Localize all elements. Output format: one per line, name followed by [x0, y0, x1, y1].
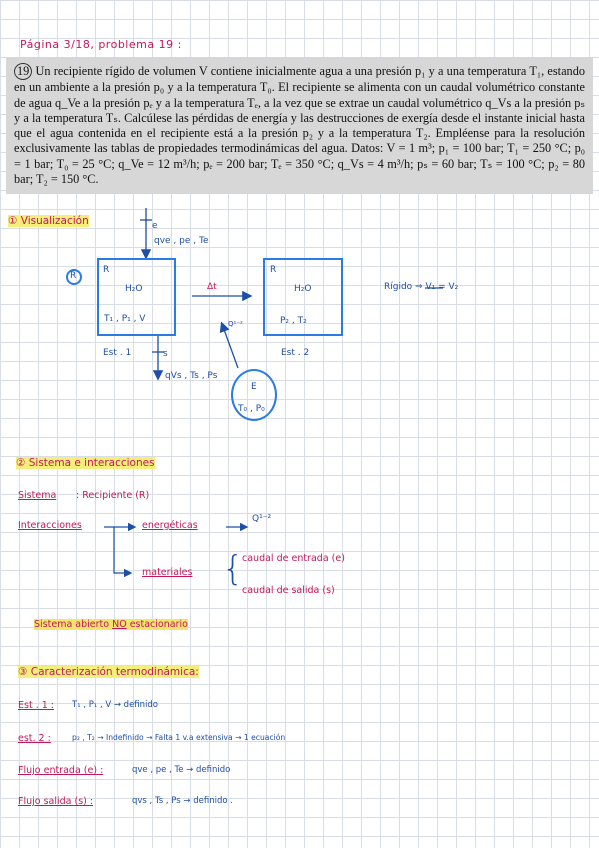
state1-corner-label: R: [103, 265, 110, 275]
char-row-2-value: p₂ , T₂ → Indefinido → Falta 1 v.a extensiva → 1 ecuación: [72, 733, 286, 742]
state2-properties: P₂ , T₂: [280, 316, 307, 326]
char-row-4-key: Flujo salida (s) :: [18, 796, 94, 807]
state2-corner-label: R: [270, 265, 277, 275]
system-value: : Recipiente (R): [76, 490, 150, 501]
problem-text: Un recipiente rígido de volumen V contiene inicialmente agua a una presión p₁ y a una temperatura T₁, estando en un ambiente a la presión p₀ y a la temperatura T₀. El recipiente se alimenta con un caudal volumétrico constante de agua q_Ve a la presión pₑ y a la temperatura Tₑ, a la vez que se extrae un caudal volumétrico q_Vs a la presión pₛ y a la temperatura Tₛ. Calcúlese las pérdidas de energía y las destrucciones de exergía desde el instante inicial hasta que el agua contenida en el recipiente está a la presión p₂ y a la temperatura T₂. Empléense para la resolución exclusivamente las tablas de propiedades termodinámicas del agua. Datos: V = 1 m³; p₁ = 100 bar; T₁ = 250 °C; p₀ = 1 bar; T₀ = 25 °C; q_Ve = 12 m³/h; pₑ = 200 bar; Tₑ = 350 °C; q_Vs = 4 m³/h; pₛ = 60 bar; Tₛ = 100 °C; p₂ = 80 bar; T₂ = 150 °C.: [14, 64, 585, 187]
environment-properties: T₀ , P₀: [238, 404, 265, 414]
outlet-label: s: [163, 349, 168, 359]
char-row-1-key: Est . 1 :: [18, 700, 55, 711]
flow-out-item: caudal de salida (s): [242, 585, 335, 596]
environment-label: E: [251, 382, 257, 392]
char-row-3-key: Flujo entrada (e) :: [18, 765, 104, 776]
system-key: Sistema: [18, 490, 57, 501]
char-row-2-key: est. 2 :: [18, 733, 51, 744]
state2-caption: Est . 2: [281, 348, 310, 358]
material-brace: {: [222, 549, 244, 589]
flow-in-item: caudal de entrada (e): [242, 553, 345, 564]
inlet-label: e: [152, 221, 158, 231]
interactions-key: Interacciones: [18, 520, 82, 531]
outlet-variables: qVs , Ts , Ps: [165, 371, 218, 381]
system-conclusion: [34, 619, 188, 630]
problem-number: 19: [14, 63, 32, 80]
section1-title: ① Visualización: [8, 215, 89, 227]
heat-arrow: [222, 324, 238, 368]
system-r-label: R: [70, 271, 77, 281]
state1-properties: T₁ , P₁ , V: [104, 314, 146, 324]
char-row-3-value: qve , pe , Te → definido: [132, 765, 231, 775]
state2-fluid: H₂O: [294, 284, 312, 294]
page-header: Página 3/18, problema 19 :: [20, 38, 182, 51]
heat-label: Q¹⁻²: [228, 320, 243, 328]
conclusion-emphasis: NO: [112, 619, 127, 630]
inlet-variables: qve , pe , Te: [154, 236, 209, 246]
delta-t-label: Δt: [207, 282, 217, 292]
conclusion-part-a: Sistema abierto: [34, 619, 113, 630]
char-row-1-value: T₁ , P₁ , V → definido: [72, 700, 159, 710]
state1-fluid: H₂O: [125, 284, 143, 294]
char-row-4-value: qvs , Ts , Ps → definido .: [132, 796, 233, 806]
rigid-note: Rígido ⇒ V₁ = V₂: [384, 282, 459, 292]
problem-statement: [6, 57, 593, 194]
conclusion-part-c: estacionario: [126, 619, 188, 630]
material-key: materiales: [142, 567, 193, 578]
energy-value: Q¹⁻²: [252, 514, 272, 524]
state1-caption: Est . 1: [103, 348, 132, 358]
section2-title: ② Sistema e interacciones: [16, 457, 155, 469]
energy-key: energéticas: [142, 520, 198, 531]
section3-title: ③ Caracterización termodinámica:: [18, 666, 199, 678]
